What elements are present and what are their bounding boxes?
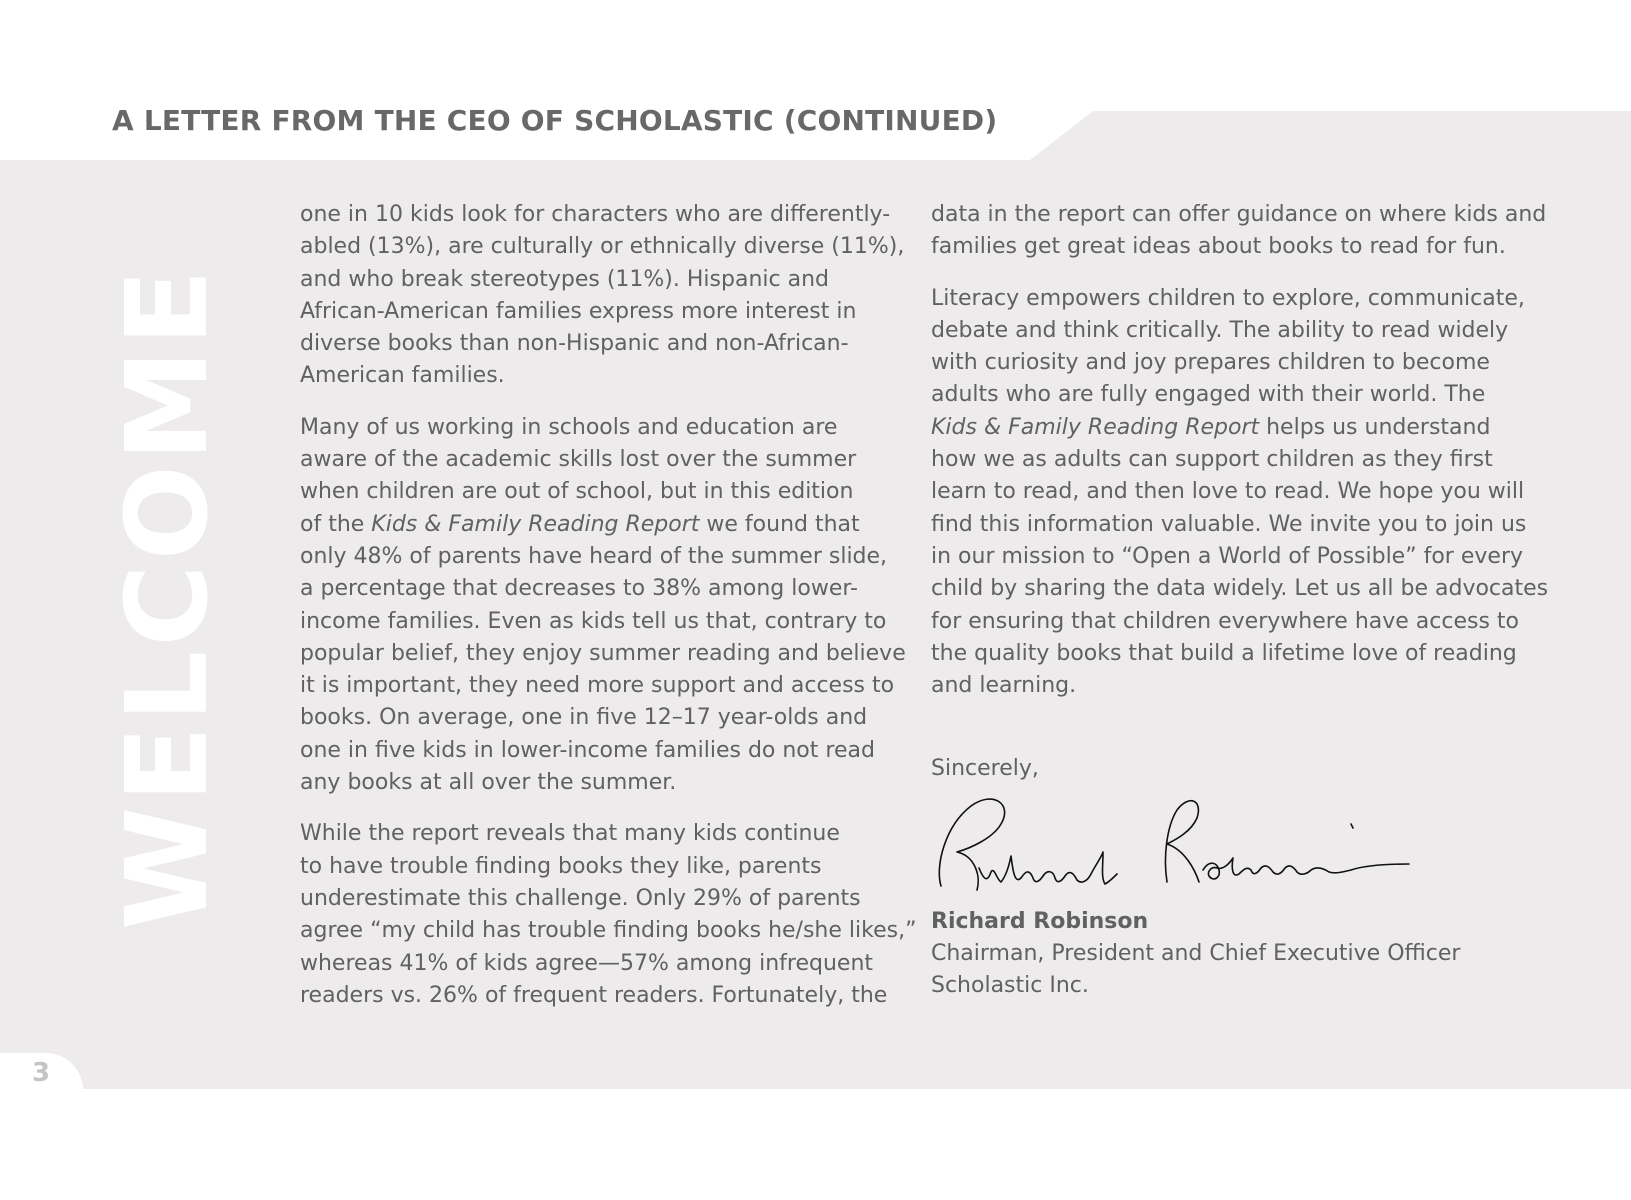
text-line: African-American families express more interest in: [300, 298, 857, 324]
signature-image: [931, 786, 1411, 906]
text-line: one in five kids in lower-income families do not read: [300, 737, 875, 763]
text-line: [300, 509, 890, 541]
text-line: families get great ideas about books to read for fun.: [931, 234, 1506, 260]
text-line: abled (13%), are culturally or ethnically diverse (11%),: [300, 234, 905, 260]
text-line: learn to read, and then love to read. We hope you will: [931, 479, 1525, 505]
text-line: whereas 41% of kids agree—57% among infrequent: [300, 950, 874, 976]
signer-title: Chairman, President and Chief Executive Officer: [931, 941, 1461, 967]
page-heading: A LETTER FROM THE CEO OF SCHOLASTIC (CONTINUED): [112, 104, 998, 137]
page-number: 3: [32, 1058, 51, 1088]
text-line: it is important, they need more support and access to: [300, 673, 895, 699]
text-line: adults who are fully engaged with their world. The: [931, 382, 1486, 408]
text-line: only 48% of parents have heard of the summer slide,: [300, 543, 888, 569]
left-column: [300, 199, 917, 1031]
text-line: underestimate this challenge. Only 29% of parents: [300, 885, 861, 911]
text-line: agree “my child has trouble finding books he/she likes,”: [300, 918, 917, 944]
text-line: child by sharing the data widely. Let us all be advocates: [931, 576, 1549, 602]
welcome-vertical-text: WELCOME: [103, 265, 233, 930]
paragraph: [300, 199, 905, 393]
text-line: While the report reveals that many kids continue: [300, 821, 840, 847]
text-line: the quality books that build a lifetime love of reading: [931, 640, 1517, 666]
paragraph: [300, 412, 906, 800]
signer-block: [931, 906, 1551, 1003]
signer-name: Richard Robinson: [931, 908, 1149, 934]
text-fragment: we found that: [699, 511, 860, 537]
text-fragment: helps us understand: [1259, 414, 1491, 440]
text-fragment: of the: [300, 511, 372, 537]
paragraph: [931, 283, 1551, 703]
text-line: American families.: [300, 363, 505, 389]
text-line: debate and think critically. The ability to read widely: [931, 317, 1509, 343]
text-line: and learning.: [931, 673, 1077, 699]
text-line: aware of the academic skills lost over the summer: [300, 447, 857, 473]
text-line: in our mission to “Open a World of Possible” for every: [931, 543, 1524, 569]
text-line: when children are out of school, but in this edition: [300, 479, 854, 505]
text-line: with curiosity and joy prepares children to become: [931, 350, 1490, 376]
text-line: to have trouble finding books they like, parents: [300, 853, 822, 879]
paragraph: [300, 818, 917, 1012]
right-column: [931, 199, 1551, 1003]
text-line: and who break stereotypes (11%). Hispanic and: [300, 266, 829, 292]
text-line: income families. Even as kids tell us that, contrary to: [300, 608, 887, 634]
report-title: Kids & Family Reading Report: [371, 511, 700, 537]
text-line: [931, 412, 1551, 444]
text-line: diverse books than non-Hispanic and non-African-: [300, 331, 849, 357]
report-title: Kids & Family Reading Report: [931, 414, 1260, 440]
text-line: a percentage that decreases to 38% among lower-: [300, 576, 858, 602]
text-line: data in the report can offer guidance on where kids and: [931, 202, 1547, 227]
paragraph: [931, 199, 1551, 264]
text-line: readers vs. 26% of frequent readers. Fortunately, the: [300, 982, 888, 1008]
text-line: how we as adults can support children as they first: [931, 447, 1493, 473]
text-line: books. On average, one in five 12–17 year-olds and: [300, 705, 868, 731]
text-line: one in 10 kids look for characters who are differently-: [300, 202, 891, 227]
closing-salutation: Sincerely,: [931, 756, 1039, 782]
text-line: Many of us working in schools and education are: [300, 414, 838, 440]
text-line: popular belief, they enjoy summer reading and believe: [300, 640, 906, 666]
text-line: Literacy empowers children to explore, communicate,: [931, 285, 1525, 311]
text-line: any books at all over the summer.: [300, 770, 677, 796]
signer-company: Scholastic Inc.: [931, 973, 1089, 999]
text-line: find this information valuable. We invite you to join us: [931, 511, 1527, 537]
text-line: for ensuring that children everywhere have access to: [931, 608, 1520, 634]
